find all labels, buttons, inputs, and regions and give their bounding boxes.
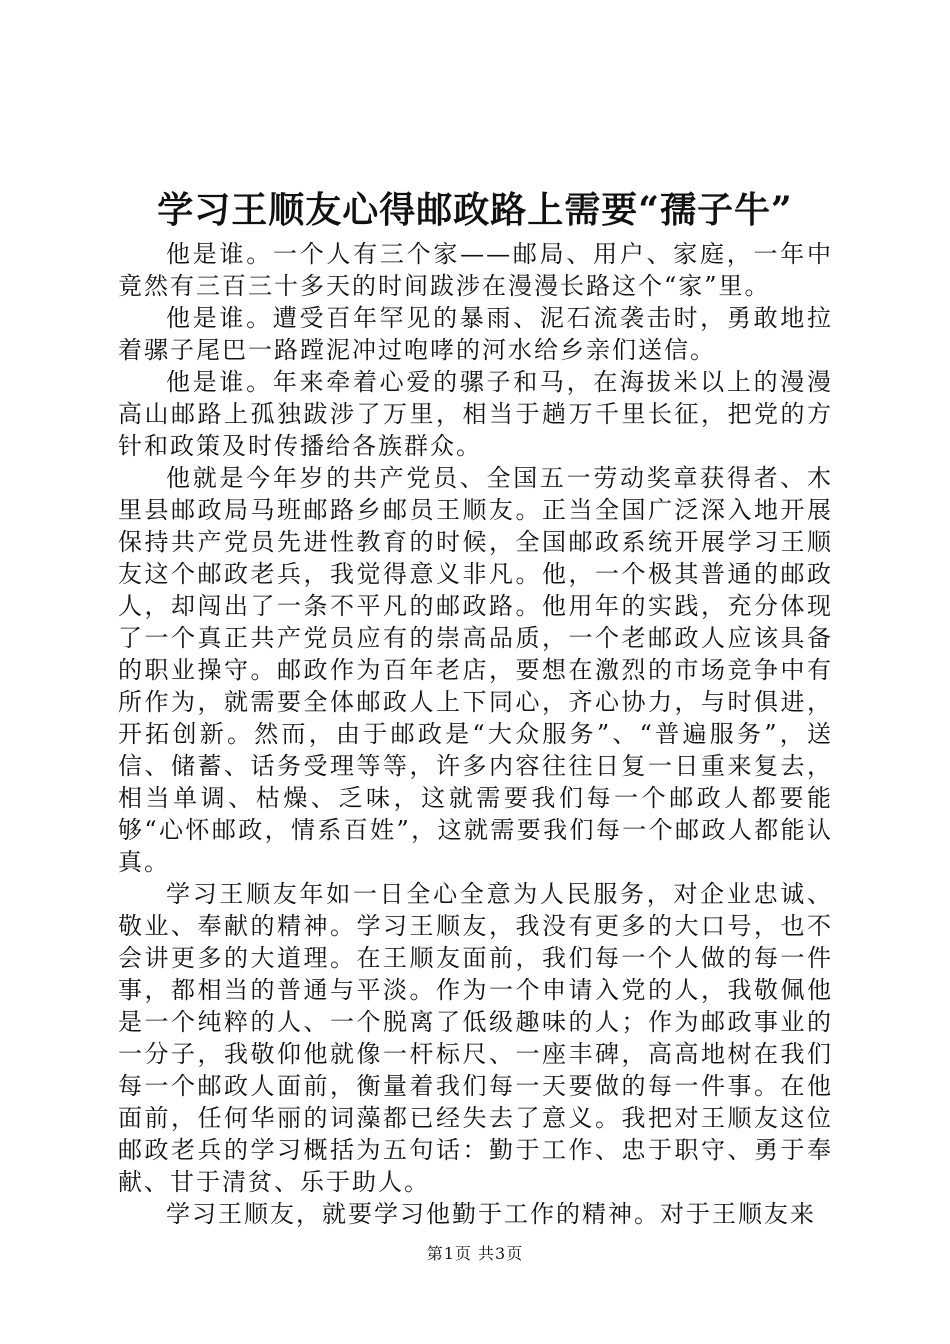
paragraph: 他是谁。遭受百年罕见的暴雨、泥石流袭击时，勇敢地拉着骡子尾巴一路蹚泥冲过咆哮的河水给乡亲们送信。 (118, 304, 833, 364)
document-body (118, 238, 833, 1230)
paragraph: 学习王顺友年如一日全心全意为人民服务，对企业忠诚、敬业、奉献的精神。学习王顺友，我没有更多的大口号，也不会讲更多的大道理。在王顺友面前，我们每一个人做的每一件事，都相当的普通与平淡。作为一个申请入党的人，我敬佩他是一个纯粹的人、一个脱离了低级趣味的人；作为邮政事业的一分子，我敬仰他就像一杆标尺、一座丰碑，高高地树在我们每一个邮政人面前，衡量着我们每一天要做的每一件事。在他面前，任何华丽的词藻都已经失去了意义。我把对王顺友这位邮政老兵的学习概括为五句话：勤于工作、忠于职守、勇于奉献、甘于清贫、乐于助人。 (118, 880, 833, 1196)
paragraph: 他是谁。年来牵着心爱的骡子和马，在海拔米以上的漫漫高山邮路上孤独跋涉了万里，相当于趟万千里长征，把党的方针和政策及时传播给各族群众。 (118, 368, 833, 460)
paragraph: 学习王顺友，就要学习他勤于工作的精神。对于王顺友来 (166, 1200, 816, 1228)
paragraph: 他是谁。一个人有三个家——邮局、用户、家庭，一年中竟然有三百三十多天的时间跋涉在漫漫长路这个“家”里。 (118, 240, 833, 300)
document-title: 学习王顺友心得邮政路上需要“孺子牛” (157, 189, 793, 231)
page-footer: 第1页 共3页 (426, 1244, 524, 1263)
paragraph: 他就是今年岁的共产党员、全国五一劳动奖章获得者、木里县邮政局马班邮路乡邮员王顺友。正当全国广泛深入地开展保持共产党员先进性教育的时候，全国邮政系统开展学习王顺友这个邮政老兵，我觉得意义非凡。他，一个极其普通的邮政人，却闯出了一条不平凡的邮政路。他用年的实践，充分体现了一个真正共产党员应有的崇高品质，一个老邮政人应该具备的职业操守。邮政作为百年老店，要想在激烈的市场竞争中有所作为，就需要全体邮政人上下同心，齐心协力，与时俱进，开拓创新。然而，由于邮政是“大众服务”、“普遍服务”，送信、储蓄、话务受理等等，许多内容往往日复一日重来复去，相当单调、枯燥、乏味，这就需要我们每一个邮政人都要能够“心怀邮政，情系百姓”，这就需要我们每一个邮政人都能认真。 (118, 464, 833, 876)
